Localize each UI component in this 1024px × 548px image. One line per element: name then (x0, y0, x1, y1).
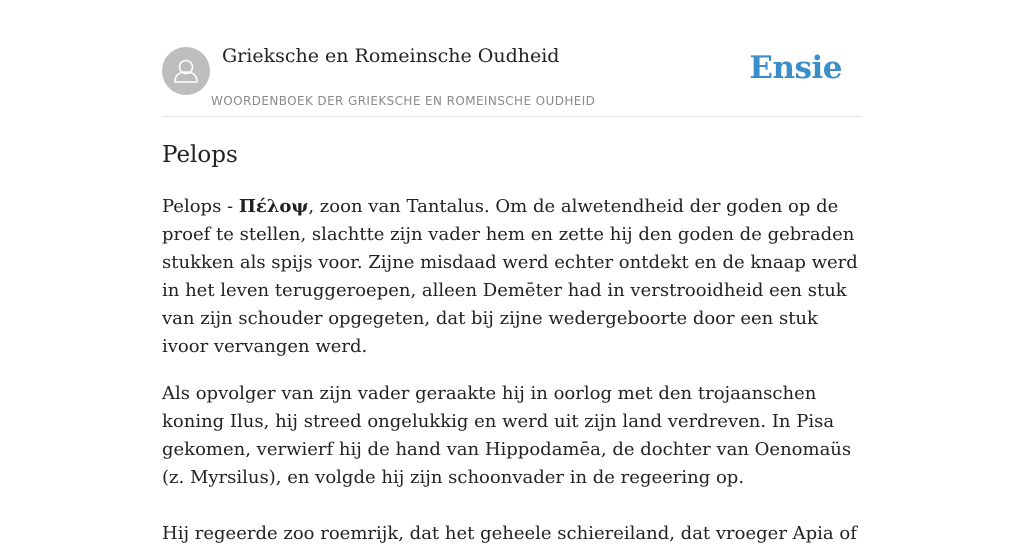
entry-paragraph-3: Hij regeerde zoo roemrijk, dat het geheele schiereiland, dat vroeger Apia of (162, 523, 857, 544)
site-subtitle-link[interactable]: WOORDENBOEK DER GRIEKSCHE EN ROMEINSCHE OUDHEID (211, 94, 596, 108)
entry-content (162, 135, 866, 548)
ensie-logo[interactable]: Ensie (749, 50, 842, 86)
greek-term: Πέλοψ (238, 196, 309, 217)
site-title-link[interactable]: Grieksche en Romeinsche Oudheid (222, 45, 560, 67)
user-avatar-icon[interactable] (162, 47, 210, 95)
site-header (162, 0, 862, 117)
entry-paragraph-1 (162, 193, 866, 361)
entry-paragraph-2: Als opvolger van zijn vader geraakte hij in oorlog met den trojaanschen koning Ilus, hij streed ongelukkig en werd uit zijn land verdreven. In Pisa gekomen, verwierf hij de hand van Hippodamēa, de dochter van Oenomaüs (z. Myrsilus), en volgde hij zijn schoonvader in de regeering op. (162, 383, 852, 488)
paragraph-body: , zoon van Tantalus. Om de alwetendheid der goden op de proef te stellen, slachtte zijn vader hem en zette hij den goden de gebraden stukken als spijs voor. Zijne misdaad werd echter ontdekt en de knaap werd in het leven teruggeroepen, alleen Demēter had in verstrooidheid een stuk van zijn schouder opgegeten, dat bij zijne wedergeboorte door een stuk ivoor vervangen werd. (162, 196, 858, 357)
user-silhouette-icon (162, 47, 210, 95)
entry-title: Pelops (162, 142, 238, 168)
paragraph-lead: Pelops - (162, 196, 239, 217)
